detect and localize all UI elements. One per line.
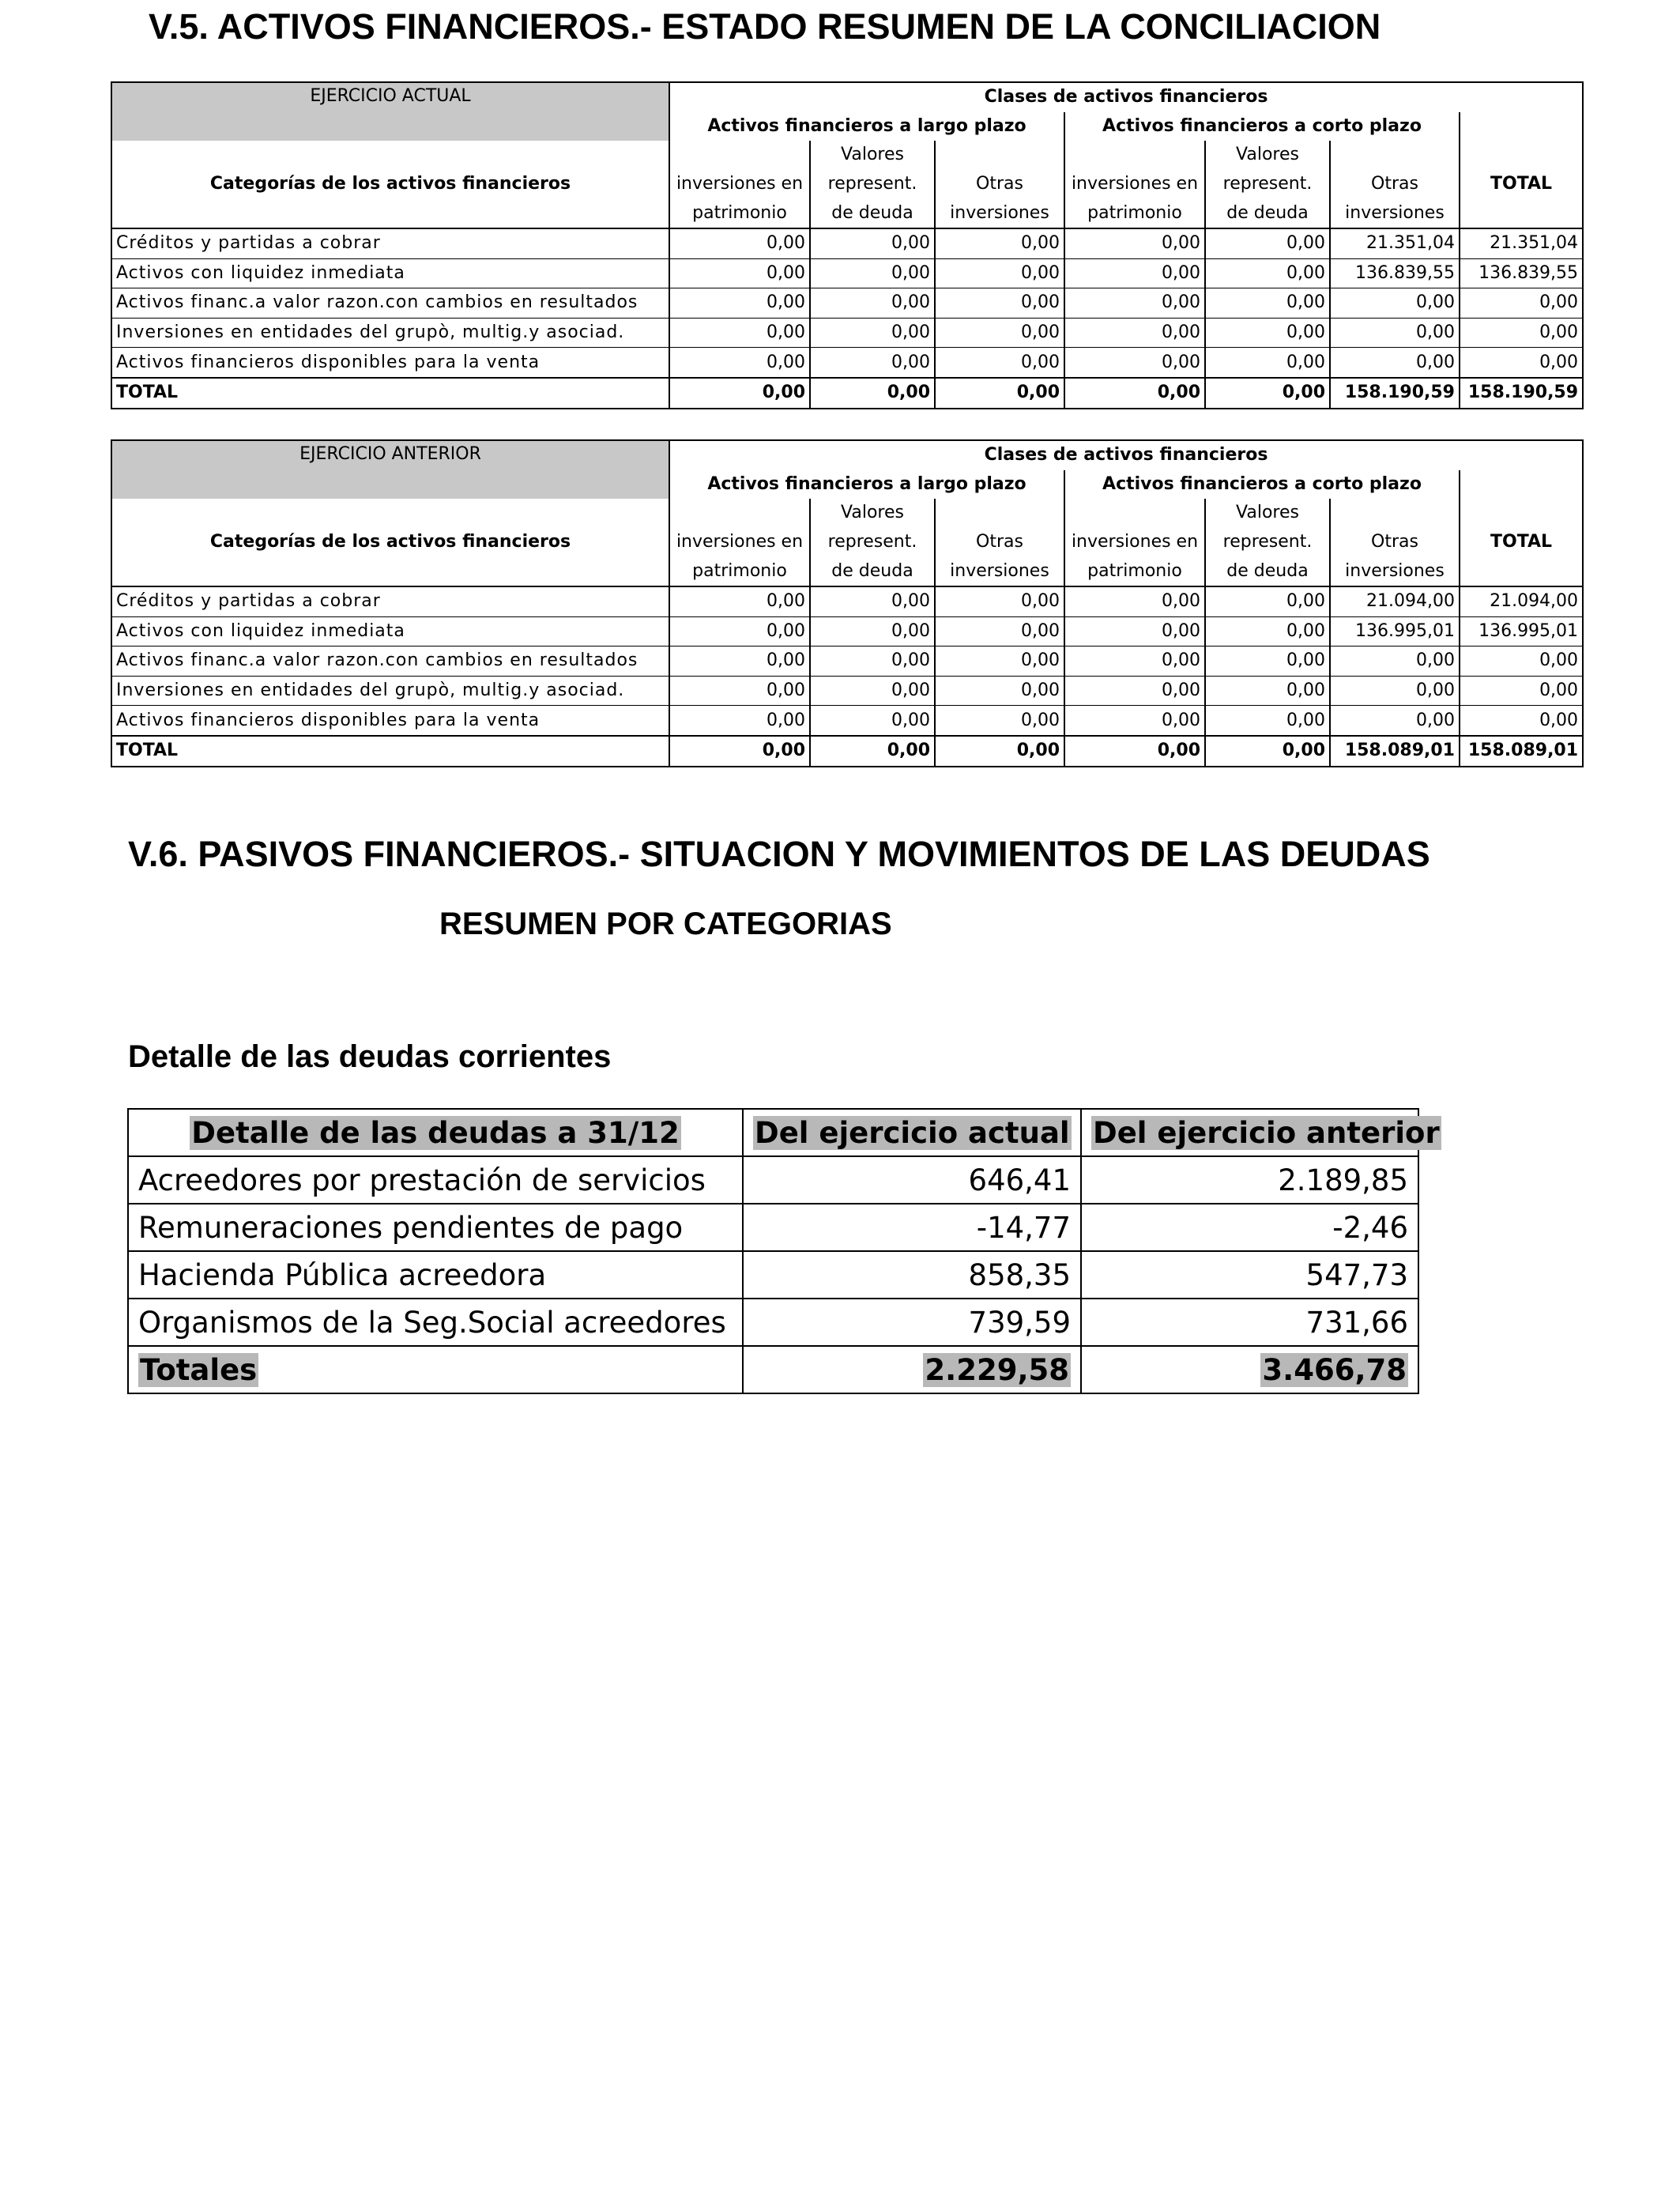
value-cell: 0,00 [935,586,1064,616]
value-cell: 0,00 [810,736,935,767]
value-cell: 0,00 [810,318,935,348]
value-cell: 0,00 [1205,616,1330,647]
col-header: represent. [810,528,935,557]
value-cell: 21.351,04 [1460,228,1583,258]
col-header: Otras [1330,528,1460,557]
value-cell: 0,00 [1330,288,1460,319]
totals-row [128,1346,1418,1393]
col-header: de deuda [1205,556,1330,586]
row-label: Activos financ.a valor razon.con cambios en resultados [111,288,669,319]
row-label: TOTAL [111,378,669,409]
value-cell: 0,00 [669,348,810,378]
col-header: inversiones [935,198,1064,228]
value-cell: 0,00 [669,378,810,409]
largo-plazo-header: Activos financieros a largo plazo [669,112,1064,141]
value-cell: 0,00 [1064,616,1205,647]
clases-header: Clases de activos financieros [669,82,1583,112]
table-row [111,676,1583,706]
col-header: inversiones en [669,528,810,557]
col-header: Otras [1330,170,1460,199]
total-anterior: 3.466,78 [1081,1346,1418,1393]
table-row [128,1204,1418,1251]
row-label: Inversiones en entidades del grupò, multig.y asociad. [111,676,669,706]
col-header: de deuda [810,556,935,586]
value-cell: 158.089,01 [1460,736,1583,767]
categorias-header: Categorías de los activos financieros [111,170,669,199]
value-anterior: -2,46 [1081,1204,1418,1251]
value-cell: 0,00 [1205,706,1330,736]
value-actual: 858,35 [743,1251,1081,1299]
value-cell: 0,00 [810,616,935,647]
table-row [111,348,1583,378]
corto-plazo-header: Activos financieros a corto plazo [1064,470,1460,499]
col-header: inversiones [935,556,1064,586]
row-label: TOTAL [111,736,669,767]
value-cell: 0,00 [1064,378,1205,409]
totals-label: Totales [128,1346,743,1393]
value-cell: 0,00 [935,258,1064,288]
col-header: Del ejercicio actual [743,1109,1081,1156]
value-cell: 0,00 [1205,676,1330,706]
value-cell: 0,00 [810,228,935,258]
value-actual: 739,59 [743,1299,1081,1346]
period-label: EJERCICIO ANTERIOR [111,440,669,499]
value-cell: 0,00 [669,228,810,258]
row-label: Créditos y partidas a cobrar [111,586,669,616]
total-header: TOTAL [1460,170,1583,199]
valores-label: Valores [1205,499,1330,528]
value-anterior: 731,66 [1081,1299,1418,1346]
value-cell: 0,00 [1330,348,1460,378]
value-cell: 0,00 [1064,258,1205,288]
valores-label: Valores [810,141,935,170]
period-label: EJERCICIO ACTUAL [111,82,669,141]
table-row [111,647,1583,677]
col-header: Del ejercicio anterior [1081,1109,1418,1156]
row-label: Créditos y partidas a cobrar [111,228,669,258]
value-cell: 0,00 [935,378,1064,409]
col-header: Otras [935,528,1064,557]
value-cell: 0,00 [1064,706,1205,736]
value-cell: 0,00 [669,586,810,616]
total-actual: 2.229,58 [743,1346,1081,1393]
valores-label: Valores [1205,141,1330,170]
col-header: inversiones en [1064,170,1205,199]
row-label: Activos financieros disponibles para la venta [111,348,669,378]
value-cell: 0,00 [935,616,1064,647]
col-header: Otras [935,170,1064,199]
value-anterior: 2.189,85 [1081,1156,1418,1204]
col-header: represent. [1205,170,1330,199]
table-row [128,1299,1418,1346]
value-cell: 0,00 [935,318,1064,348]
value-cell: 0,00 [810,288,935,319]
section-title-activos: V.5. ACTIVOS FINANCIEROS.- ESTADO RESUMEN DE LA CONCILIACION [149,6,1381,47]
largo-plazo-header: Activos financieros a largo plazo [669,470,1064,499]
value-cell: 0,00 [1330,676,1460,706]
value-cell: 0,00 [1330,647,1460,677]
value-actual: -14,77 [743,1204,1081,1251]
value-cell: 0,00 [669,736,810,767]
value-actual: 646,41 [743,1156,1081,1204]
value-cell: 136.839,55 [1460,258,1583,288]
detail-title: Detalle de las deudas corrientes [128,1039,612,1074]
activos-table-actual [111,81,1584,409]
value-cell: 0,00 [669,258,810,288]
clases-header: Clases de activos financieros [669,440,1583,470]
value-cell: 0,00 [810,378,935,409]
value-cell: 0,00 [1460,647,1583,677]
value-cell: 0,00 [669,318,810,348]
total-row [111,378,1583,409]
row-label: Remuneraciones pendientes de pago [128,1204,743,1251]
value-cell: 0,00 [1205,378,1330,409]
row-label: Hacienda Pública acreedora [128,1251,743,1299]
table-row [111,706,1583,736]
activos-table-anterior [111,439,1584,767]
value-cell: 0,00 [810,676,935,706]
value-cell: 0,00 [1460,288,1583,319]
col-header: patrimonio [1064,556,1205,586]
col-header: inversiones [1330,198,1460,228]
value-cell: 0,00 [1460,706,1583,736]
row-label: Acreedores por prestación de servicios [128,1156,743,1204]
row-label: Activos financieros disponibles para la venta [111,706,669,736]
section-subtitle: RESUMEN POR CATEGORIAS [439,907,892,941]
value-cell: 0,00 [935,736,1064,767]
value-cell: 0,00 [935,706,1064,736]
value-cell: 0,00 [935,348,1064,378]
value-cell: 0,00 [1205,288,1330,319]
value-cell: 0,00 [1205,228,1330,258]
value-cell: 0,00 [935,676,1064,706]
value-cell: 0,00 [1205,348,1330,378]
col-header: patrimonio [669,556,810,586]
value-cell: 0,00 [669,676,810,706]
value-cell: 0,00 [810,348,935,378]
value-cell: 0,00 [1064,348,1205,378]
total-header: TOTAL [1460,528,1583,557]
row-label: Inversiones en entidades del grupò, multig.y asociad. [111,318,669,348]
value-cell: 158.089,01 [1330,736,1460,767]
value-cell: 0,00 [669,647,810,677]
value-cell: 0,00 [1205,647,1330,677]
value-cell: 21.351,04 [1330,228,1460,258]
col-header: de deuda [1205,198,1330,228]
value-cell: 0,00 [935,288,1064,319]
table-row [111,318,1583,348]
value-cell: 0,00 [1205,318,1330,348]
value-cell: 0,00 [669,616,810,647]
col-header: de deuda [810,198,935,228]
value-cell: 0,00 [810,647,935,677]
value-cell: 21.094,00 [1460,586,1583,616]
value-cell: 158.190,59 [1330,378,1460,409]
col-header: patrimonio [1064,198,1205,228]
value-cell: 0,00 [935,228,1064,258]
corto-plazo-header: Activos financieros a corto plazo [1064,112,1460,141]
value-cell: 136.839,55 [1330,258,1460,288]
value-cell: 0,00 [669,706,810,736]
value-cell: 0,00 [935,647,1064,677]
value-cell: 0,00 [1064,318,1205,348]
value-cell: 0,00 [1205,586,1330,616]
col-header: represent. [810,170,935,199]
value-cell: 0,00 [810,258,935,288]
row-label: Organismos de la Seg.Social acreedores [128,1299,743,1346]
value-cell: 0,00 [1460,676,1583,706]
col-header: patrimonio [669,198,810,228]
deudas-table [127,1108,1440,1394]
value-cell: 0,00 [1460,318,1583,348]
row-label: Activos financ.a valor razon.con cambios en resultados [111,647,669,677]
row-label: Activos con liquidez inmediata [111,258,669,288]
value-cell: 0,00 [1064,228,1205,258]
value-cell: 0,00 [1064,736,1205,767]
section-title-pasivos: V.6. PASIVOS FINANCIEROS.- SITUACION Y MOVIMIENTOS DE LAS DEUDAS [128,834,1430,874]
value-cell: 0,00 [1330,318,1460,348]
table-row [111,228,1583,258]
table-row [128,1251,1418,1299]
value-cell: 0,00 [810,706,935,736]
value-cell: 136.995,01 [1460,616,1583,647]
col-header: inversiones [1330,556,1460,586]
value-cell: 158.190,59 [1460,378,1583,409]
value-cell: 0,00 [810,586,935,616]
value-cell: 21.094,00 [1330,586,1460,616]
value-cell: 0,00 [1205,258,1330,288]
value-cell: 0,00 [1064,288,1205,319]
value-anterior: 547,73 [1081,1251,1418,1299]
value-cell: 136.995,01 [1330,616,1460,647]
value-cell: 0,00 [1064,586,1205,616]
categorias-header: Categorías de los activos financieros [111,528,669,557]
valores-label: Valores [810,499,935,528]
total-row [111,736,1583,767]
col-header: Detalle de las deudas a 31/12 [128,1109,743,1156]
table-row [111,288,1583,319]
table-row [111,586,1583,616]
col-header: inversiones en [1064,528,1205,557]
value-cell: 0,00 [669,288,810,319]
col-header: represent. [1205,528,1330,557]
table-row [111,258,1583,288]
table-row [111,616,1583,647]
col-header: inversiones en [669,170,810,199]
value-cell: 0,00 [1064,676,1205,706]
value-cell: 0,00 [1460,348,1583,378]
value-cell: 0,00 [1064,647,1205,677]
table-row [128,1156,1418,1204]
row-label: Activos con liquidez inmediata [111,616,669,647]
value-cell: 0,00 [1205,736,1330,767]
value-cell: 0,00 [1330,706,1460,736]
